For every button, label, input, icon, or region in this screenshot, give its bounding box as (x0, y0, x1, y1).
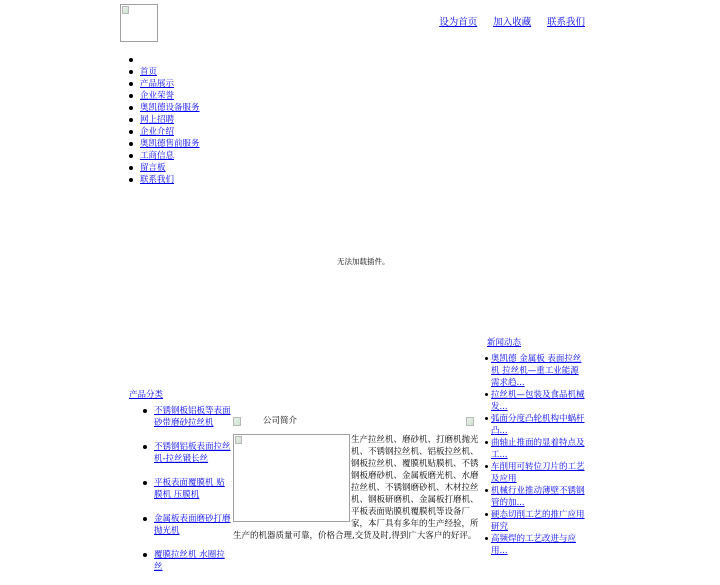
nav-item-honors[interactable] (128, 90, 200, 102)
news-link[interactable]: 拉丝机—包装及食品机械发... (491, 390, 585, 412)
add-favorite-link[interactable]: 加入收藏 (493, 17, 532, 28)
list-item[interactable] (483, 485, 587, 509)
nav-item-equipment-service[interactable] (128, 102, 200, 114)
news-link[interactable]: 高频焊的工艺改进与应用... (491, 534, 577, 556)
category-link[interactable]: 不锈钢铝板表面拉丝机-拉丝锻长丝 (154, 442, 231, 464)
news-link[interactable]: 机械行业推动薄壁不锈钢管的加... (491, 486, 585, 508)
nav-item-about[interactable] (128, 126, 200, 138)
news-link[interactable]: 曲轴止推面的显着特点及工... (491, 438, 585, 460)
nav-item-business-info[interactable] (128, 150, 200, 162)
list-item[interactable] (483, 389, 587, 413)
company-photo (233, 434, 350, 522)
top-links (426, 17, 585, 29)
list-item[interactable] (483, 533, 587, 557)
main-nav (128, 54, 200, 186)
category-link[interactable]: 不锈钢板铝板等表面砂带磨砂拉丝机 (154, 406, 231, 428)
nav-item-label[interactable]: 产品展示 (140, 79, 175, 89)
nav-item-label[interactable]: 首页 (140, 67, 158, 77)
news-link[interactable]: 硬态切削工艺的推广应用研究 (491, 510, 585, 532)
category-link[interactable]: 覆膜拉丝机 水圈拉丝 (154, 550, 225, 572)
nav-item-label[interactable]: 企业介绍 (140, 127, 175, 137)
company-intro-title: 公司简介 (263, 416, 298, 426)
nav-item-label[interactable]: 留言板 (140, 163, 166, 173)
list-item[interactable] (483, 353, 587, 389)
set-homepage-link[interactable]: 设为首页 (439, 17, 478, 28)
nav-item-label[interactable]: 联系我们 (140, 175, 175, 185)
nav-item-label[interactable]: 工商信息 (140, 151, 175, 161)
nav-item-label[interactable]: 奥凯德设备服务 (140, 103, 200, 113)
company-intro-text: 生产拉丝机、磨砂机、打磨机抛光机、不锈钢拉丝机、铝板拉丝机、钢板拉丝机、覆膜机贴膜机、不锈钢板磨砂机、金属板磨光机、水磨拉丝机、不锈钢磨砂机、木材拉丝机、钢板研磨机、金属板打磨机、平板表面贴膜机覆膜机等设备厂家，本厂具有多年的生产经验，所生产的机器质量可靠，价格合理,交货及时,得到广大客户的好评。 (233, 435, 479, 541)
nav-item-presales[interactable] (128, 138, 200, 150)
company-left-image (233, 417, 241, 426)
list-item[interactable] (137, 441, 233, 465)
nav-item-empty (128, 54, 200, 66)
list-item[interactable] (137, 513, 233, 537)
nav-item-recruitment[interactable] (128, 114, 200, 126)
contact-us-link[interactable]: 联系我们 (546, 17, 585, 28)
nav-item-label[interactable]: 奥凯德售前服务 (140, 139, 200, 149)
news-title[interactable]: 新闻动态 (487, 338, 522, 348)
category-link[interactable]: 金属板表面磨砂打磨抛光机 (154, 514, 231, 536)
list-item[interactable] (483, 413, 587, 437)
news-link[interactable]: 奥凯德 金属板 表面拉丝机 拉丝机—重工业能源需求趋... (491, 354, 582, 388)
category-link[interactable]: 平板表面覆膜机 贴膜机 压膜机 (154, 478, 225, 500)
nav-item-guestbook[interactable] (128, 162, 200, 174)
list-item[interactable] (137, 549, 233, 573)
list-item[interactable] (483, 461, 587, 485)
product-category-list (137, 405, 233, 585)
list-item[interactable] (137, 477, 233, 501)
product-categories-title[interactable]: 产品分类 (129, 390, 164, 400)
company-right-image (466, 417, 474, 426)
nav-item-label[interactable]: 网上招聘 (140, 115, 175, 125)
plugin-error-message: 无法加载插件。 (337, 257, 390, 266)
nav-item-label[interactable]: 企业荣誉 (140, 91, 175, 101)
news-list (483, 353, 587, 557)
list-item[interactable] (483, 437, 587, 461)
nav-item-products[interactable] (128, 78, 200, 90)
news-link[interactable]: 弧面分度凸轮机构中蜗杆凸... (491, 414, 585, 436)
list-item[interactable] (483, 509, 587, 533)
logo-image (120, 4, 158, 42)
nav-item-home[interactable] (128, 66, 200, 78)
company-intro (233, 434, 483, 542)
list-item[interactable] (137, 405, 233, 429)
nav-item-contact[interactable] (128, 174, 200, 186)
news-link[interactable]: 车削用可转位刀片的工艺及应用 (491, 462, 585, 484)
